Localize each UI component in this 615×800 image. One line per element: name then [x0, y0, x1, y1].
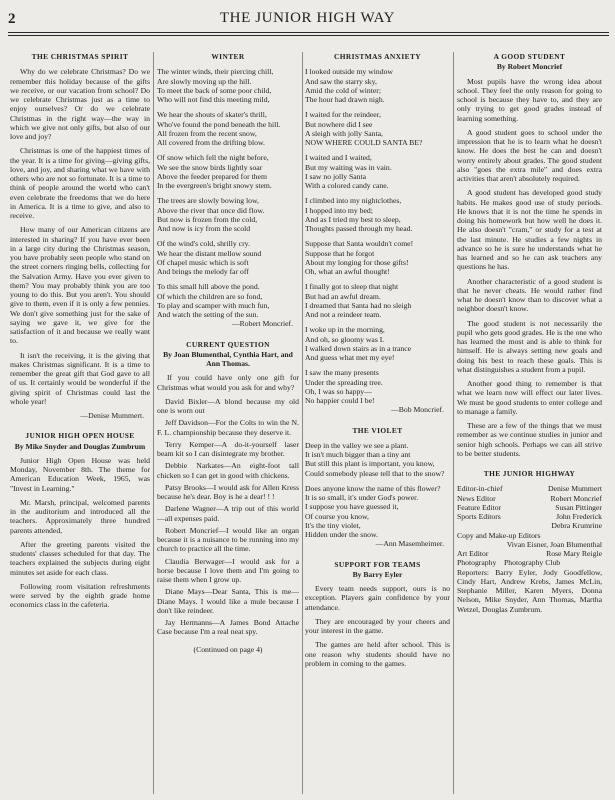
staff-role: Feature Editor — [457, 502, 502, 512]
paragraph: Following room visitation refreshments were served by the eighth grade home economics class in the cafeteria. — [10, 581, 150, 610]
staff-name: Debra Krumrine — [551, 521, 602, 531]
header-rule-bottom — [8, 35, 609, 36]
column-2 — [157, 52, 299, 654]
stanza: Of the wind's cold, shrilly cry. We hear the distant mellow sound Of chapel music which is soft And brings the melody far off — [157, 239, 262, 276]
answer: Diane Mays—Dear Santa, This is me—Diane Mays. I would like a mule because I don't like reindeer. — [157, 587, 299, 615]
answer: Debbie Narkates—An eight-foot tall chicken so I can get in good with chickens. — [157, 461, 299, 480]
staff-name: John Frederick — [556, 512, 602, 521]
signature: —Ann Masemheimer. — [375, 539, 444, 549]
staff-row — [457, 503, 602, 512]
staff-role: Editor-in-chief — [457, 484, 503, 494]
stanza: The trees are slowly bowing low, Above the river that once did flow. But now is frozen from the cold, And now is icy from the scold — [157, 196, 265, 233]
byline: By Mike Snyder and Douglas Zumbrum — [14, 441, 146, 451]
byline: By Robert Moncrief — [496, 62, 563, 72]
stanza: To this small hill above the pond. Of which the children are so fond, To play and scamper with much fun, And watch the setting of the sun. — [157, 282, 270, 319]
answer: Jeff Davidson—For the Colts to win the N. F. L. championship because they deserve it. — [157, 418, 299, 437]
article-good-student — [457, 52, 602, 458]
stanza: We hear the shouts of skater's thrill, Who've found the pond beneath the hill. All frozen from the recent snow, All covered from the drifting blow. — [157, 110, 281, 147]
stanza: I looked outside my window And saw the starry sky, Amid the cold of winter; The hour had drawn nigh. — [305, 67, 393, 104]
answer: David Bixler—A blond because my old one is worn out — [157, 396, 299, 415]
headline: CHRISTMAS ANXIETY — [333, 52, 422, 61]
answer: Terry Kemper—A do-it-yourself laser beam kit so I can disintegrate my brother. — [157, 439, 299, 458]
staff-role: Art Editor — [457, 549, 489, 558]
headline: CURRENT QUESTION — [186, 339, 270, 349]
paragraph: It isn't the receiving, it is the giving that makes Christmas significant. It is a time to remember the great gift that God gave to all of us. It certainly would be wonderful if the giving spirit of Christmas could last the whole year! — [10, 350, 150, 406]
headline: WINTER — [211, 52, 245, 61]
paragraph: Christmas is one of the happiest times of the year. It is a time for giving—giving gifts, love, and joy, and sharing what we have with others who are not so fortunate. It is a time to think of people around the world who can't even celebrate the freedoms that we do here in America. It is a time to give, and also to receive. — [10, 146, 150, 220]
paragraph: Most pupils have the wrong idea about school. They feel the only reason for going to school is because they have to, and they are only trying to get good grades instead of learning something. — [457, 76, 602, 123]
staff-row — [457, 512, 602, 521]
headline: THE CHRISTMAS SPIRIT — [31, 52, 129, 61]
continued-note: (Continued on page 4) — [193, 644, 263, 654]
paragraph: Why do we celebrate Christmas? Do we remember this holiday because of the gifts we receive, or our vacation from school? Do we celebrate Christmas just as a time to enjoy ourselves? Or do we celebrate Christmas in the right way—the way in which we give not only gifts, but also of our love and joy? — [10, 67, 150, 141]
reporters-list: Reporters: Barry Eyler, Jody Goodfellow, Cindy Hart, Andrew Krebs, James McLin, Stephanie Miller, Karen Myers, Donna Nelson, Mike Snyder, Ann Thomas, Martha Wetzel, Douglas Zumbrum. — [457, 567, 602, 614]
stanza: Does anyone know the name of this flower? It is so small, it's under God's power. I suppose you have guessed it, Of course you know, It's the tiny violet, Hidden under the snow. — [305, 483, 441, 539]
paragraph: Mr. Marsh, principal, welcomed parents in the auditorium and introduced all the teachers. Approximately three hundred parents attended, — [10, 497, 150, 535]
signature: —Robert Moncrief. — [231, 319, 293, 329]
staff-name: Rose Mary Reigle — [546, 549, 602, 558]
stanza: Deep in the valley we see a plant. It isn't much bigger than a tiny ant But still this plant is important, you know, Could somebody please tell that to the snow? — [305, 440, 445, 478]
paragraph: They are encouraged by your cheers and your interest in the game. — [305, 616, 450, 635]
masthead: THE JUNIOR HIGH WAY — [219, 10, 396, 26]
stanza: I finally got to sleep that night But had an awful dream. I dreamed that Santa had no sleigh And not a reindeer team. — [305, 282, 412, 319]
stanza: I waited for the reindeer, But nowhere did I see A sleigh with jolly Santa, NOW WHERE COULD SANTA BE? — [305, 110, 423, 147]
stanza: I saw the many presents Under the spreading tree. Oh, I was so happy— No happier could I be! — [305, 368, 383, 405]
page-number: 2 — [8, 11, 16, 27]
poem-winter — [157, 52, 299, 329]
paragraph: Every team needs support, ours is no exception. Players gain confidence by your attendance. — [305, 584, 450, 612]
staff-name: Robert Moncrief — [550, 493, 602, 503]
staff-row — [457, 549, 602, 558]
staff-role: Copy and Make-up Editors — [457, 530, 541, 540]
poem-the-violet — [305, 426, 450, 549]
signature: —Denise Mummert. — [80, 411, 144, 420]
signature: —Bob Moncrief. — [391, 405, 444, 415]
answer: Robert Moncrief—I would like an organ because it is a nuisance to be running into my church to practice all the time. — [157, 525, 299, 554]
paragraph: Another good thing to remember is that what we learn now will effect our later lives. We must be good students to enter college and to manage a family. — [457, 379, 602, 416]
column-divider — [153, 52, 154, 794]
column-divider — [302, 52, 303, 794]
article-open-house — [10, 431, 150, 609]
staff-row — [457, 484, 602, 493]
stanza: Suppose that Santa wouldn't come! Suppose that he forgot About my longing for those gifts! Oh, what an awful thought! — [305, 239, 414, 276]
stanza: I waited and I waited, But my waiting was in vain. I saw no jolly Santa With a colored candy cane. — [305, 153, 392, 190]
paragraph: A good student goes to school under the impression that he is to learn what he doesn't know. He does the best he can and doesn't worry entirely about grades. The good student also "goes the extra mile" and does extra activities that aren't absolutely required. — [457, 127, 602, 183]
paragraph: These are a few of the things that we must remember as we continue studies in junior and senior high schools. Perhaps we can all strive to be better students. — [457, 421, 602, 458]
article-current-question — [157, 340, 299, 654]
paragraph: The games are held after school. This is one reason why students should have no problem in coming to the games. — [305, 640, 450, 668]
headline: SUPPORT FOR TEAMS — [334, 559, 421, 569]
paragraph: A good student has developed good study habits. He makes good use of study periods. He knows that it is not the time he spends in doing his homework but how well he does it. He also doesn't "cram," or study for a test at the last minute. He studies a few nights in advance so he is sure he understands what he has learned and so he can ask teachers any questions he has. — [457, 188, 602, 272]
poem-christmas-anxiety — [305, 52, 450, 415]
paragraph: After the greeting parents visited the students' classes scheduled for that day. The teachers explained the subjects during eight minutes set aside for each class. — [10, 539, 150, 577]
stanza: The winter winds, their piercing chill, Are slowly moving up the hill. To meet the back of some poor child, Who will not find this meeting mild, — [157, 67, 274, 104]
headline: JUNIOR HIGH OPEN HOUSE — [25, 431, 135, 441]
article-christmas-spirit — [10, 52, 150, 420]
column-4 — [457, 52, 602, 614]
column-1 — [10, 52, 150, 615]
paragraph: The good student is not necessarily the pupil who gets good grades. He is the one who has learned the most and is able to think for himself. He is always setting new goals and doing his best to reach these goals. This is what distinguishes a student from a pupil. — [457, 318, 602, 374]
staff-row — [457, 494, 602, 503]
stanza: I woke up in the morning, And oh, so gloomy was I. I walked down stairs as in a trance And guess what met my eye! — [305, 325, 412, 362]
header-rule-top — [8, 32, 609, 33]
stanza: Of snow which fell the night before, We see the snow birds lightly soar Above the feeder prepared for them In the evergreen's bright snowy stem. — [157, 153, 272, 190]
paragraph: Junior High Open House was held Monday, November 8th. The theme for American Education Week, 1965, was "Invest in Learning." — [10, 455, 150, 493]
staff-name: Denise Mummert — [547, 484, 602, 494]
question-intro: If you could have only one gift for Christmas what would you ask for and why? — [157, 373, 299, 392]
staff-role: Sports Editors — [457, 512, 501, 521]
staff-name: Susan Pittinger — [555, 502, 602, 512]
headline: THE VIOLET — [352, 425, 403, 435]
byline: By Barry Eyler — [352, 569, 403, 579]
staff-box — [457, 469, 602, 614]
headline: THE JUNIOR HIGHWAY — [483, 469, 576, 478]
paragraph: How many of our American citizens are interested in sharing? If you have ever been in a large city during the Christmas season, you have probably seen people who stand on the street corners ringing bells, collecting for the Salvation Army. Have you ever given to them? You may probably think you are too young to do this. But you aren't. You should give to them, even if it is only a few pennies. We don't give something just for the sake of saying we gave it, we give for the satisfaction of it and because we really want to. — [10, 225, 150, 346]
staff-role: News Editor — [457, 493, 496, 503]
staff-row: Photography Photography Club — [457, 558, 561, 568]
article-support-for-teams — [305, 560, 450, 669]
answer: Claudia Berwager—I would ask for a horse because I love them and I'm going to raise them when I grow up. — [157, 556, 299, 584]
answer: Jay Hermanns—A James Bond Attache Case because I'm a real neat spy. — [157, 618, 299, 637]
answer: Patsy Brooks—I would ask for Allen Kress because he's dear. Boy is he a dear! ! ! — [157, 482, 299, 501]
column-divider — [453, 52, 454, 794]
stanza: I climbed into my nightclothes, I hopped into my bed; And as I tried my best to sleep, Thoughts passed through my head. — [305, 196, 413, 233]
staff-name: Vivan Eisner, Joan Blumenthal — [506, 539, 602, 549]
byline: By Joan Blumenthal, Cynthia Hart, and Ann Thomas. — [163, 349, 293, 368]
paragraph: Another characteristic of a good student is that he never cheats. He would rather find what he doesn't know than to discover what a neighbor doesn't know. — [457, 276, 602, 314]
headline: A GOOD STUDENT — [493, 52, 566, 61]
answer: Darlene Wagner—A trip out of this world—all expenses paid. — [157, 504, 299, 523]
column-3 — [305, 52, 450, 673]
